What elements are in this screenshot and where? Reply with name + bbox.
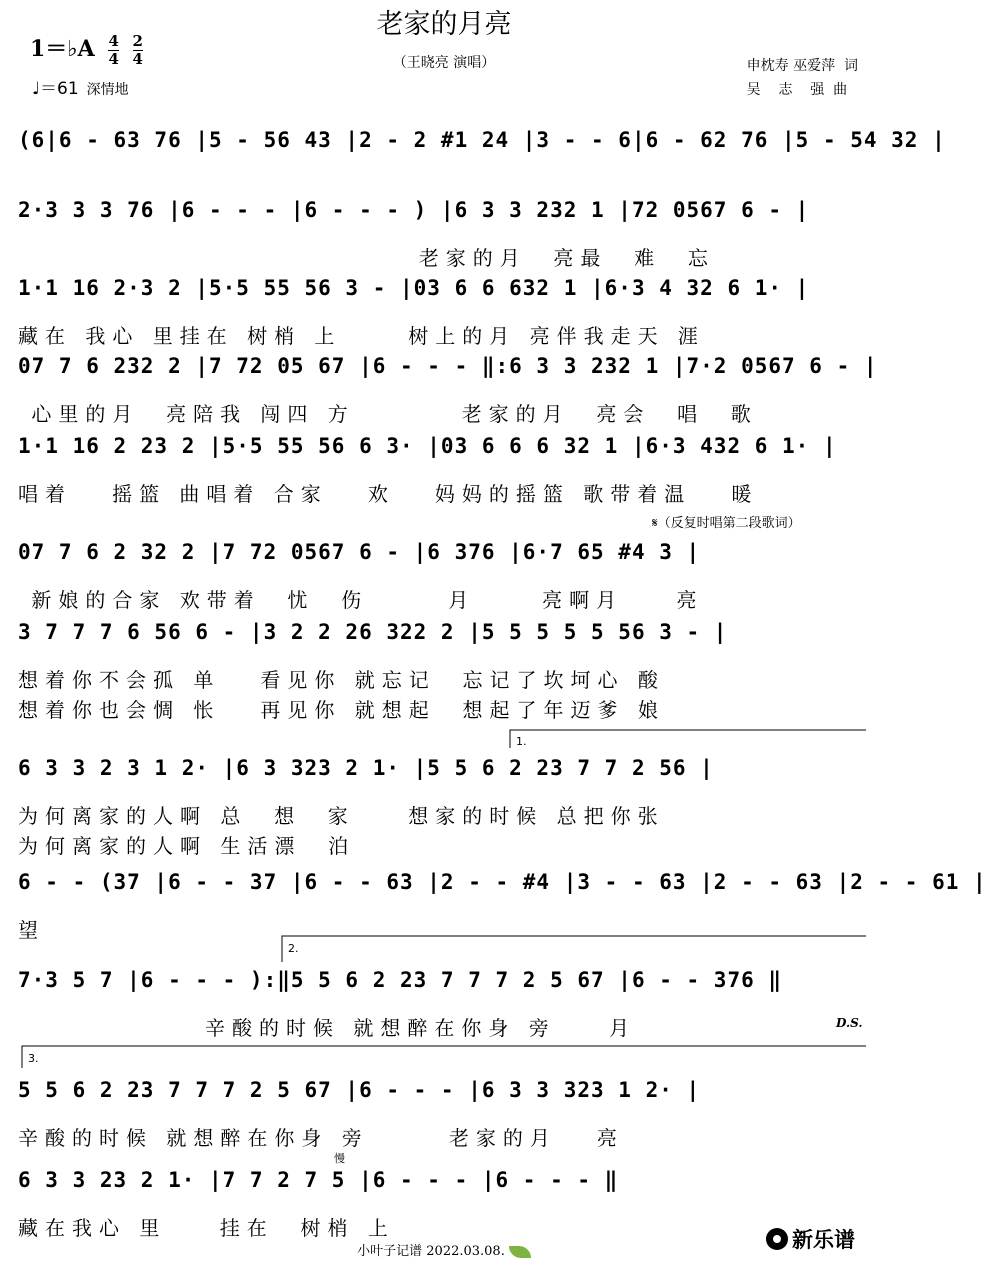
- notation-row: 6 3 3 23 2 1· |7 7 2 7 5 |6 - - - |6 - - - ‖: [18, 1168, 619, 1192]
- lyric-line: 想着你不会孤 单 看见你 就忘记 忘记了坎坷心 酸: [18, 668, 665, 692]
- notation-row: 7·3 5 7 |6 - - - ):‖5 5 6 2 23 7 7 7 2 5 67 |6 - - 376 ‖: [18, 968, 783, 992]
- tempo-marking: ♩＝61 深情地: [32, 79, 129, 99]
- notation-row: 07 7 6 2 32 2 |7 72 0567 6 - |6 376 |6·7 65 #4 3 |: [18, 540, 701, 564]
- notation-row: 1·1 16 2·3 2 |5·5 55 56 3 - |03 6 6 632 1 |6·3 4 32 6 1· |: [18, 276, 810, 300]
- lyric-line: 心里的月 亮陪我 闯四 方 老家的月 亮会 唱 歌: [18, 402, 758, 426]
- notation-row: 07 7 6 232 2 |7 72 05 67 |6 - - - ‖:6 3 3 232 1 |7·2 0567 6 - |: [18, 354, 878, 378]
- notation-row: 5 5 6 2 23 7 7 7 2 5 67 |6 - - - |6 3 3 323 1 2· |: [18, 1078, 701, 1102]
- footer-credit: 小叶子记谱 2022.03.08.: [0, 1240, 888, 1259]
- slow-marker: 慢: [334, 1152, 345, 1165]
- volta-2-label: 2.: [288, 942, 299, 955]
- lyric-line: 为何离家的人啊 生活漂 泊: [18, 834, 356, 858]
- site-logo: 新乐谱: [766, 1224, 855, 1254]
- lyric-line: 藏在我心 里 挂在 树梢 上: [18, 1216, 395, 1240]
- notation-row: 6 3 3 2 3 1 2· |6 3 323 2 1· |5 5 6 2 23 7 7 2 56 |: [18, 756, 714, 780]
- leaf-icon: [509, 1246, 531, 1258]
- meter-2-4: $\frac{2}{4}$: [132, 31, 143, 68]
- lyric-line: 藏在 我心 里挂在 树梢 上 树上的月 亮伴我走天 涯: [18, 324, 705, 348]
- score-title: 老家的月亮: [376, 9, 512, 40]
- composer: 吴 志 强 曲: [746, 82, 848, 98]
- notation-row: 1·1 16 2 23 2 |5·5 55 56 6 3· |03 6 6 6 32 1 |6·3 432 6 1· |: [18, 434, 837, 458]
- notation-row: 6 - - (37 |6 - - 37 |6 - - 63 |2 - - #4 |3 - - 63 |2 - - 63 |2 - - 61 |: [18, 870, 987, 894]
- lyricist: 申枕寿 巫爱萍 词: [746, 58, 858, 74]
- disc-icon: [766, 1228, 788, 1250]
- lyric-line: 唱着 摇篮 曲唱着 合家 欢 妈妈的摇篮 歌带着温 暖: [18, 482, 759, 506]
- meter-4-4: $\frac{4}{4}$: [108, 31, 119, 68]
- expression-marking: 深情地: [86, 82, 129, 98]
- key-label: 1＝♭A: [30, 36, 95, 62]
- lyric-line: 老家的月 亮最 难 忘: [18, 246, 715, 270]
- ds-marker: D.S.: [836, 1016, 863, 1030]
- lyric-line: 为何离家的人啊 总 想 家 想家的时候 总把你张: [18, 804, 665, 828]
- notation-row: 3 7 7 7 6 56 6 - |3 2 2 26 322 2 |5 5 5 5 5 56 3 - |: [18, 620, 728, 644]
- lyric-line: 望: [18, 918, 45, 942]
- lyric-line: 辛酸的时候 就想醉在你身 旁 老家的月 亮: [18, 1126, 624, 1150]
- volta-1-label: 1.: [516, 735, 527, 748]
- volta-3-label: 3.: [28, 1052, 39, 1065]
- notation-row: (6|6 - 63 76 |5 - 56 43 |2 - 2 #1 24 |3 - - 6|6 - 62 76 |5 - 54 32 |: [18, 128, 946, 152]
- lyric-line: 新娘的合家 欢带着 忧 伤 月 亮啊月 亮: [18, 588, 704, 612]
- lyric-line: 想着你也会惆 怅 再见你 就想起 想起了年迈爹 娘: [18, 698, 665, 722]
- segno-marker: 𝄋（反复时唱第二段歌词）: [652, 516, 801, 531]
- notation-row: 2·3 3 3 76 |6 - - - |6 - - - ) |6 3 3 232 1 |72 0567 6 - |: [18, 198, 810, 222]
- singer-credit: （王晓亮 演唱）: [392, 55, 496, 71]
- lyric-line: 辛酸的时候 就想醉在你身 旁 月: [18, 1016, 637, 1040]
